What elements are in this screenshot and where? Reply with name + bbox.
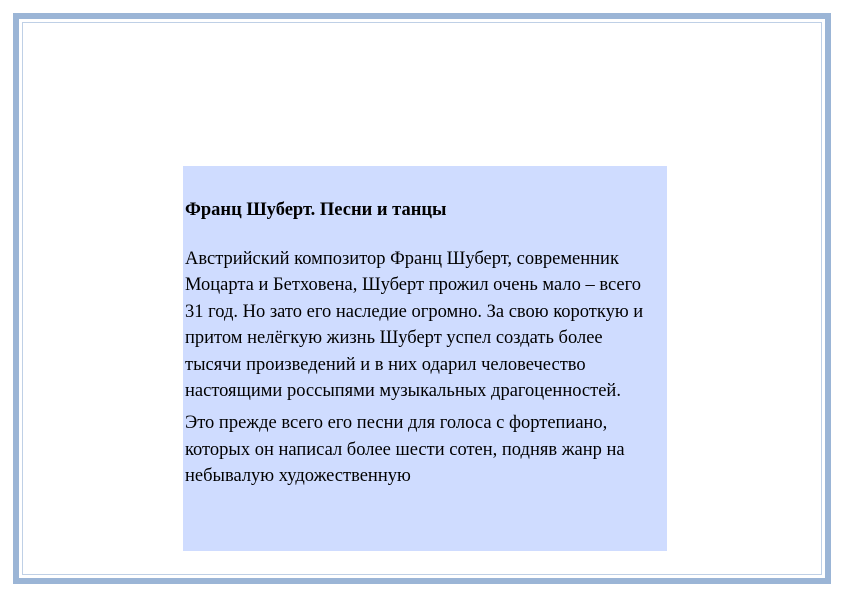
slide-heading: Франц Шуберт. Песни и танцы xyxy=(185,200,447,220)
paragraph-intro: Австрийский композитор Франц Шуберт, современник Моцарта и Бетховена, Шуберт прожил очень мало – всего 31 год. Но зато его наследие огромно. За свою короткую и притом нелёгкую жизнь Шуберт успел создать более тысячи произведений и в них одарил человечество настоящими россыпями музыкальных драгоценностей. xyxy=(185,249,644,402)
text-content-box xyxy=(183,166,667,551)
paragraph-songs: Это прежде всего его песни для голоса с фортепиано, которых он написал более шести сотен, подняв жанр на небывалую художественную xyxy=(185,413,625,487)
